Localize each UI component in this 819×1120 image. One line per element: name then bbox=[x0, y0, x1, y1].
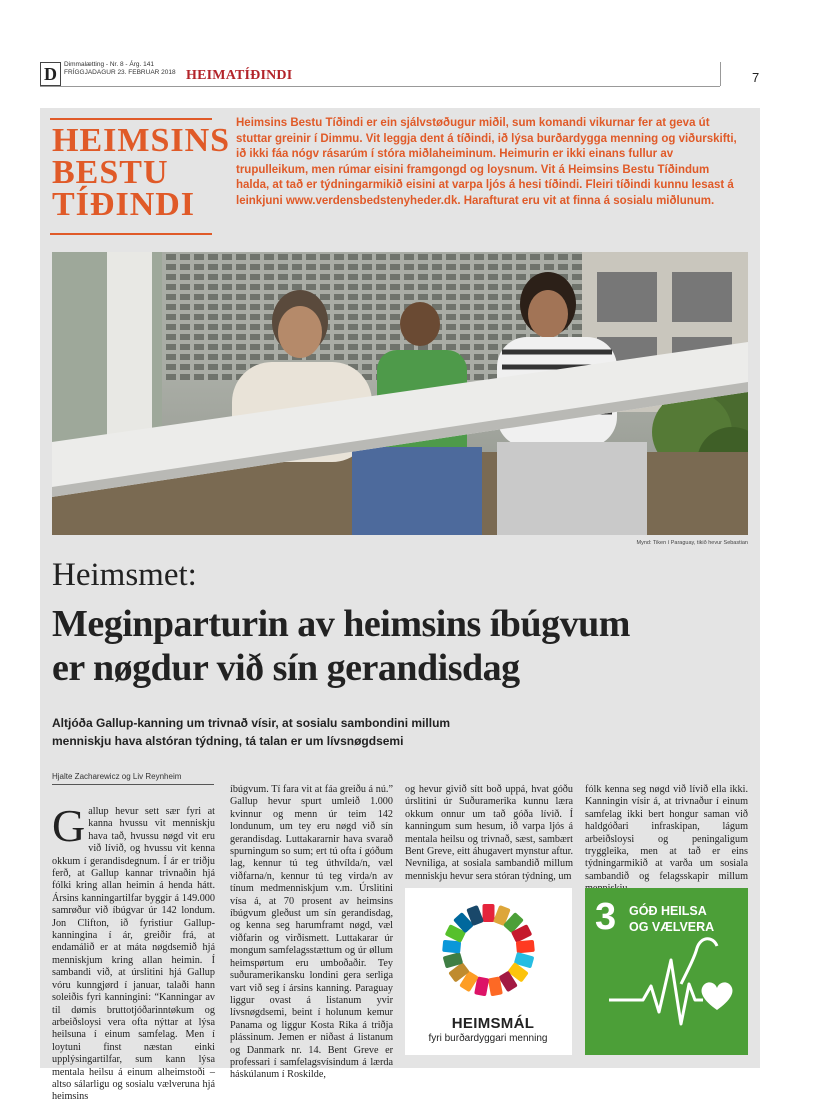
goal-3-label bbox=[629, 903, 714, 935]
article-column-1 bbox=[52, 800, 215, 1104]
page-number: 7 bbox=[752, 70, 760, 85]
header-vertical-divider bbox=[720, 62, 721, 86]
photo-illustration bbox=[52, 252, 748, 535]
goal-3-number: 3 bbox=[595, 896, 617, 938]
article-kicker: Heimsmet: bbox=[52, 557, 197, 593]
sdg-logo-wordmark: HEIMSMÁL bbox=[451, 1015, 535, 1032]
feature-title-line-1: HEIMSINS bbox=[52, 122, 231, 159]
deck-line-1: Altjóða Gallup-kanning um trivnað vísir, at sosialu sambondini millum bbox=[52, 716, 451, 730]
byline-rule bbox=[52, 784, 214, 785]
article-column-4: fólk kenna seg nøgd við lívið ella ikki. Kanningin vísir á, at trivnaður í einum samfelag ikki bert hongur saman við haldgóðari infraskipan, lágum arbeiðsloysi og peningaligum tryggleika, men at tað er eins týdningarmikið at varða um sosiala sambandið og felagsskapir millum bbox=[585, 784, 748, 882]
feature-title bbox=[52, 122, 232, 223]
sdg-logo-subtitle: fyri burðardyggari menning bbox=[428, 1033, 548, 1044]
feature-title-rule-bottom bbox=[50, 233, 212, 235]
article-column-2: íbúgvum. Tí fara vit at fáa greiðu á nú.” Gallup hevur spurt umleið 1.000 kvinnur og menn úr teim 142 londunum, um tey eru nøgd við sín gerandisdag. Luttakararnir hava svarað spurningum so sum; ert tú ofta í góðum lag, kennur tú teg úthvílda/n, væl viðfarna/n, kennur tú teg virda/n av tínum medmenniskjum v.m. Úrslitini vísa á, at 70 prosent av heimsins íbúgvum gleðust um sín gerandisdag, og kenna seg harumframt nøgd, væl viðfarin og virðismett. Luttakarar úr mongum samfelagsstættum og úr øllum heimspørtum eru umboðaðir. Tey suðuramerikansku londini gera serliga vart við seg í ársins kanning. Paraguay liggur ovast á listanum yvir lívsnøgdsemi, beint í holunum kemur Panama og liggur Kosta Rika á triðja plássinum. Jemen er niðast á listanum og Danmark nr. 14. Bent Greve er professari í samfelagsvísindum á lærda háskúlanum í Roskilde, bbox=[230, 784, 393, 1081]
article-byline: Hjalte Zacharewicz og Liv Reynheim bbox=[52, 772, 182, 781]
newspaper-logo: D bbox=[40, 62, 61, 86]
feature-title-rule-top bbox=[50, 118, 212, 120]
photo-caption: Mynd: Tiken í Paraguay, tikið hevur Sebastian bbox=[636, 540, 748, 546]
column-1-text: allup hevur sett sær fyri at kanna hvussu vit menniskju hava tað, hvussu nøgd vit eru við lívið, og hvussu vit kenna okkum í gerandisdegnum. Í ár er triðju ferð, at Gallup kannar trivnaðin hjá fólki kring allan heimin á henda hátt. Ársins kanningartilfar byggir á 149.000 samrøður við íbúgvar úr 142 londum. Jon Clifton, ið fyristiur Gallup-kanningina í ár, greiðir frá, at endamálið er at máta nøgdsemið hjá menniskjum kring allan heimin. Í sambandi við, at úrslitini hjá Gallup vóru kunngjørd í januar, talaði hann soleiðis fyri kanningini: “Kanningar av til dømis bruttotjóðarinntøkum og arbeiðsloysi vera ofta nýttar at lýsa heilsuna í einum samfelag. Men í loytuni finst næstan einki upplýsingartilfar, sum kann lýsa mentala heilsu á einum alheimstoði – altso sálarligu og sosialu vælveruna hjá heimsins bbox=[52, 806, 215, 1103]
feature-title-line-3: TÍÐINDI bbox=[52, 186, 196, 223]
masthead bbox=[64, 61, 176, 77]
header-divider bbox=[40, 86, 720, 87]
headline-line-2: er nøgdur við sín gerandisdag bbox=[52, 647, 520, 689]
article-column-3: og hevur givið sítt boð uppá, hvat góðu úrslitini úr Suðuramerika kunnu læra okkum onnur um tað góða lívið. Í kanningum sum hesum, ið varpa ljós á mentala heilsu og trivnað, sæst, sambært Bent Greve, eitt áhugavert mynstur aftur. Nevniliga, at sosiala sambandið millum menniskju hevur sera stóran týdning, um bbox=[405, 784, 573, 882]
feature-intro: Heimsins Bestu Tíðindi er ein sjálvstøðugur miðil, sum komandi vikurnar fer at geva út stuttar greinir í Dimmu. Vit leggja dent á tíðindi, ið lýsa burðardygga menning og viðurskifti, ið ikki fáa nógv rásarúm í stóra miðlaheiminum. Heimurin er ikki einans fullur av trupulleikum, men rúmar eisini framgongd og loysnum. Vit á Heimsins Bestu Tíðindum halda, at tað er týdningarmikið eisini at varpa ljós á hesi tíðindi. Fleiri tíðindi kunnu lesast á leinkjuni www.verdensbedstenyheder.dk. Harafturat eru vit at finna á sosialu miðlunum. bbox=[236, 117, 737, 207]
masthead-issue: Dimmalætting - Nr. 8 - Árg. 141 bbox=[64, 61, 154, 68]
headline-line-1: Meginparturin av heimsins íbúgvum bbox=[52, 603, 630, 645]
article-photo bbox=[52, 252, 748, 535]
deck-line-2: menniskju hava alstóran týdning, tá talan er um lívsnøgdsemi bbox=[52, 734, 404, 748]
section-title: HEIMATÍÐINDI bbox=[186, 68, 293, 83]
article-headline bbox=[52, 602, 752, 690]
drop-cap: G bbox=[52, 800, 86, 851]
article-deck bbox=[52, 714, 652, 750]
feature-title-line-2: BESTU bbox=[52, 154, 169, 191]
masthead-date: FRÍGGJADAGUR 23. FEBRUAR 2018 bbox=[64, 69, 176, 76]
goal-3-label-line-1: GÓÐ HEILSA bbox=[629, 904, 707, 918]
goal-3-label-line-2: OG VÆLVERA bbox=[629, 920, 715, 934]
